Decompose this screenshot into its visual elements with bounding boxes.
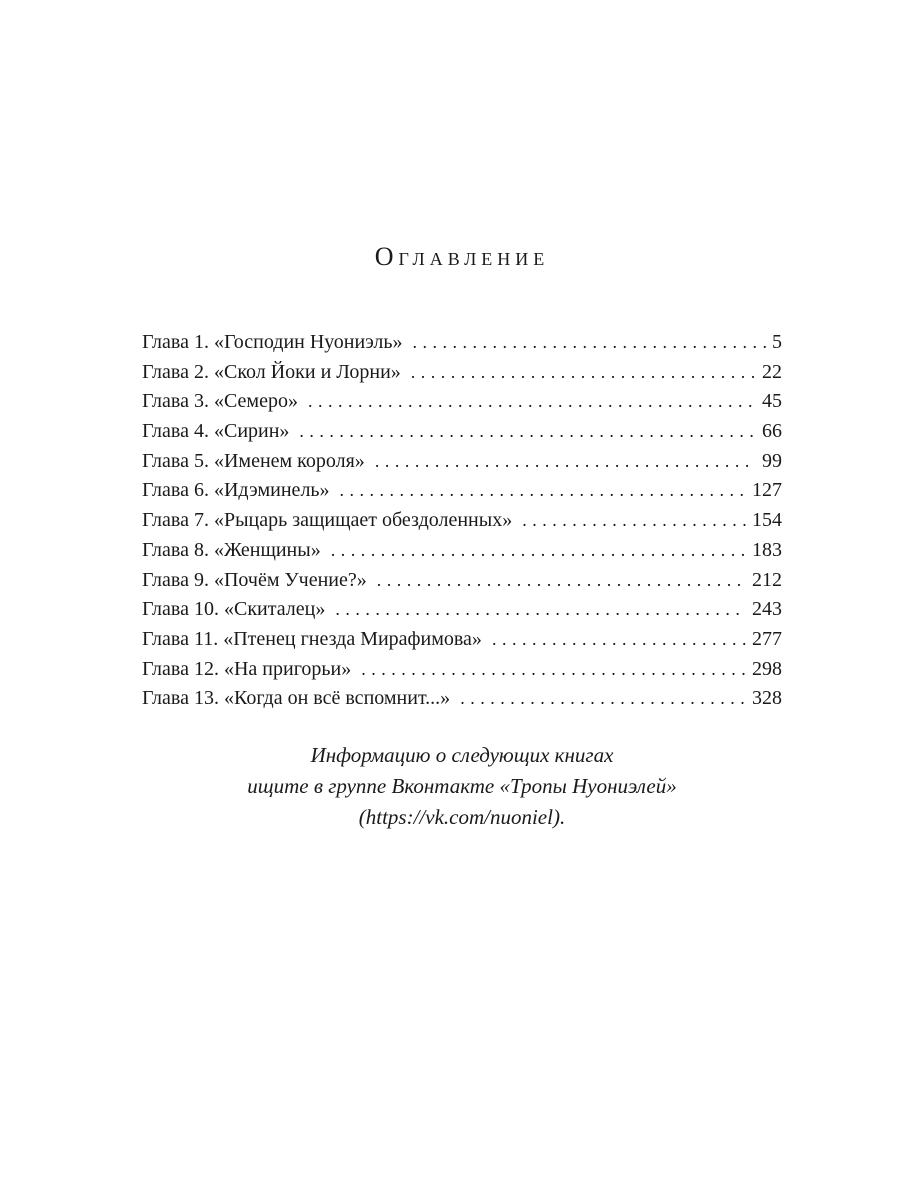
info-note-link[interactable]: (https://vk.com/nuoniel). [358, 805, 566, 829]
toc-entry-page: 298 [752, 657, 782, 680]
dot-leader [377, 566, 746, 596]
toc-entry [142, 447, 782, 477]
toc-entry [142, 387, 782, 417]
dot-leader [308, 387, 756, 417]
toc-entry-label: Глава 12. «На пригорьи» [142, 657, 352, 680]
toc-entry [142, 358, 782, 388]
toc-entry-page: 243 [752, 598, 782, 621]
toc-entry-label: Глава 7. «Рыцарь защищает обездоленных» [142, 509, 513, 532]
dot-leader [413, 328, 766, 358]
dot-leader [411, 358, 756, 388]
toc-entry-page: 45 [762, 390, 782, 413]
toc-entry-page: 212 [752, 568, 782, 591]
toc-entry-page: 5 [772, 331, 782, 353]
info-note-line: Информацию о следующих книгах [310, 743, 614, 767]
toc-entry-label: Глава 6. «Идэминель» [142, 479, 330, 502]
dot-leader [375, 447, 756, 477]
toc-entry-label: Глава 8. «Женщины» [142, 538, 321, 561]
info-note-line: ищите в группе Вконтакте «Тропы Нуониэлей» [247, 774, 677, 798]
toc-entry [142, 684, 782, 714]
toc-entry [142, 566, 782, 596]
toc-entry-page: 154 [752, 509, 782, 532]
toc-entry-page: 99 [762, 449, 782, 472]
toc-entry-label: Глава 11. «Птенец гнезда Мирафимова» [142, 627, 482, 650]
toc-entry [142, 506, 782, 536]
dot-leader [299, 417, 756, 447]
dot-leader [335, 595, 746, 625]
toc-entry [142, 328, 782, 358]
toc-entry-label: Глава 9. «Почём Учение?» [142, 568, 367, 591]
dot-leader [340, 476, 746, 506]
dot-leader [492, 625, 746, 655]
toc-entry [142, 625, 782, 655]
toc-entry-page: 66 [762, 420, 782, 443]
toc-entry [142, 476, 782, 506]
toc-entry-page: 183 [752, 538, 782, 561]
toc-title: Оглавление [374, 242, 550, 271]
toc-entry-page: 328 [752, 687, 782, 710]
toc-entry [142, 417, 782, 447]
dot-leader [331, 536, 746, 566]
dot-leader [522, 506, 746, 536]
toc-entry-label: Глава 5. «Именем короля» [142, 449, 365, 472]
toc-entry [142, 536, 782, 566]
dot-leader [460, 684, 746, 714]
toc-entry [142, 595, 782, 625]
toc-entry-label: Глава 2. «Скол Йоки и Лорни» [142, 360, 401, 383]
dot-leader [361, 655, 746, 685]
toc-entry-page: 127 [752, 479, 782, 502]
toc-list [142, 328, 782, 714]
toc-entry-page: 22 [762, 360, 782, 383]
toc-entry-label: Глава 4. «Сирин» [142, 420, 290, 443]
toc-entry-label: Глава 13. «Когда он всё вспомнит...» [142, 687, 451, 710]
toc-entry-label: Глава 1. «Господин Нуониэль» [142, 331, 403, 353]
toc-entry [142, 655, 782, 685]
toc-entry-label: Глава 10. «Скиталец» [142, 598, 326, 621]
toc-entry-label: Глава 3. «Семеро» [142, 390, 298, 413]
info-note [0, 740, 900, 833]
toc-entry-page: 277 [752, 627, 782, 650]
